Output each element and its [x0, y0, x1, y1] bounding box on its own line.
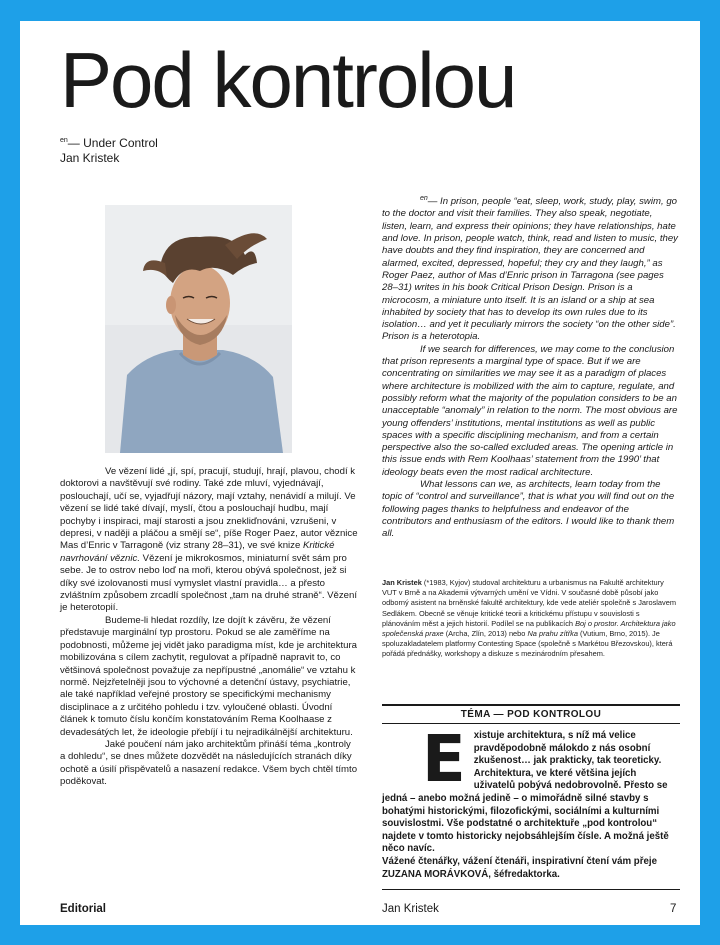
footer-section-name: Editorial — [60, 903, 107, 915]
page-title: Pod kontrolou — [60, 36, 516, 124]
theme-signoff: Vážené čtenářky, vážení čtenáři, inspirativní čtení vám přeje ZUZANA MORÁVKOVÁ, šéfredaktorka. — [382, 855, 657, 880]
theme-box — [382, 704, 680, 890]
czech-paragraph-2: Budeme-li hledat rozdíly, lze dojít k závěru, že vězení představuje marginální typ prostoru. Pokud se ale zaměříme na podobnosti, můžeme jej vidět jako paradigma míst, kde je architektura mobilizována s cílem zachytit, regulovat a případně napravit to, co většinová společnost považuje za nepřípustné „anomálie“ ve vztahu k normě. Nejzřetelněji jsou to výchovné a detenční ústavy, psychiatrie, ale také například veřejné prostory se specifickými mechanismy disciplinace a z určitého pohledu i tzv. vyloučené oblasti. Úvodní článek k tomuto číslu končím konstatováním Rema Koolhaase z devadesátých let, že ideologie přebíjí i tu nejradikálnější architekturu. — [60, 614, 358, 738]
english-editorial-text — [382, 193, 678, 541]
bio-text-3: (Vutium, Brno, 2015). Je spoluzakladatelem platformy Contesting Space (společně s Markétou Březovskou), která pořádá přednášky, workshopy a diskuze s mezinárodním přesahem. — [382, 629, 673, 659]
bio-book-1: Boj o prostor. Architektura jako společenská praxe — [382, 618, 676, 639]
czech-p1-end: Vězení je mikrokosmos, miniaturní svět sám pro sebe. Je to ostrov nebo loď na moři, kterou obývá společnost, jež si díky své izolovanosti musí vymyslet vlastní pravidla… a přesto zvláštním způsobem zrcadlí společnost „tam na druhé straně“. Vězení je heterotopií. — [60, 552, 358, 614]
czech-paragraph-3: Jaké poučení nám jako architektům přináší téma „kontroly a dohledu“, se dnes můžete dozvědět na následujících stranách díky ochotě a úsilí přispěvatelů a nasazení redakce. Všem bych chtěl tímto poděkovat. — [60, 738, 358, 788]
theme-body — [382, 723, 680, 881]
czech-book-title: Kritické navrhování věznic. — [60, 540, 335, 564]
magazine-page — [20, 21, 700, 925]
czech-editorial-text — [60, 466, 358, 789]
bio-name: Jan Kristek — [382, 578, 422, 587]
english-paragraph-1 — [382, 193, 678, 344]
theme-text: xistuje architektura, s níž má velice pravděpodobně málokdo z nás osobní zkušenost… jak prakticky, tak teoreticky. Architektura, ve které většina jejích uživatelů pobývá nedobrovolně. Přesto se jedná – anebo možná jedině – o mimořádně silné stavby s bohatými historickými, filozofickými, sociálními a kulturními souvislostmi. Vše podstatné o architektuře „pod kontrolou“ najdete v tomto historicky nejobsáhlejším čísle. A možná ještě něco navíc. — [382, 730, 669, 855]
bio-text-1: (*1983, Kyjov) studoval architekturu a urbanismus na Fakultě architektury VUT v Brně a na Akademii výtvarných umění ve Vídni. V současné době působí jako odborný asistent na brněnské fakultě architektury, kde vede ateliér společně s Jaroslavem Sedlákem. Obecně se věnuje kritické teorii a kritickému přístupu v souvislosti s plánováním měst a jejich historií. Podílel se na publikacích — [382, 578, 677, 628]
english-p1-text: — In prison, people “eat, sleep, work, study, play, swim, go to the doctor and visit their families. They also speak, negotiate, listen, learn, and express their opinions; they have relationships, hate and love. In prison, people watch, think, read and listen to music, they have doubts and they find inspiration, they are concerned and alarmed, excited, depressed, hopeful; they cry and they laugh,” as Roger Paez, author of Mas d’Enric prison in Tarragona (see pages 28–31) writes in his book Critical Prison Design. Prison is a microcosm, a miniature unto itself. It is an island or a ship at sea inhabited by society that has to develop its own rules due to its isolation… and yet it peculiarly mirrors the society “on the other side”. Prison is a heterotopia. — [382, 196, 678, 343]
czech-p1-text: Ve vězení lidé „jí, spí, pracují, studují, hrají, plavou, chodí k doktorovi a navštěvují své rodiny. Také zde mluví, vyjednávají, poslouchají, učí se, vyjadřují názory, mají vztahy, nenávidí a milují. Ve vězení se lidé také dívají, myslí, čtou a poslouchají hudbu, mají pochyby i inspiraci, mají starosti a jsou znekliďnováni, vzrušeni, v depresi, v naději a pláčou a smějí se“, píše Roger Paez, autor věznice Mas d’Enric v Tarragoně (viz strany 28–31), ve své knize — [60, 466, 358, 552]
subtitle-block — [60, 133, 158, 166]
en-language-tag: en — [60, 137, 68, 144]
english-paragraph-3: What lessons can we, as architects, learn today from the topic of “control and surveillance”, that is what you will find out on the following pages thanks to helpfulness and endeavor of the contributors and enthusiasm of the editors. I would like to thank them all. — [382, 479, 675, 540]
bio-text-2: (Archa, Zlín, 2013) nebo — [443, 629, 528, 639]
en-language-tag-2: en — [420, 195, 428, 202]
author-bio — [382, 578, 678, 660]
english-paragraph-2: If we search for differences, we may come to the conclusion that prison represents a marginal type of space. But if we are concentrating on similarities we may see it as a paradigm of places where architecture is mobilized with the aim to capture, regulate, and possibly reform what the majority of the population considers to be an unacceptable “anomaly” in relation to the norm. The most obvious are young offenders’ institutions, mental institutions as well as public spaces with a specific disciplining mechanism, and from a certain perspective also the so-called excluded areas. The opening article in this issue ends with Rem Koolhaas’ statement from the 1990’ that ideology beats even the most radical architecture. — [382, 343, 678, 478]
theme-bottom-rule — [382, 889, 680, 890]
english-title — [60, 133, 158, 151]
page-number: 7 — [670, 903, 677, 915]
drop-cap: E — [422, 723, 466, 797]
author-name: Jan Kristek — [60, 151, 120, 165]
theme-heading: TÉMA — POD KONTROLOU — [382, 706, 680, 724]
bio-book-2: Na prahu zítřka — [527, 629, 578, 639]
czech-paragraph-1 — [60, 466, 358, 615]
english-title-text: — Under Control — [67, 136, 158, 150]
author-photo — [105, 205, 292, 453]
footer-author: Jan Kristek — [382, 903, 439, 915]
